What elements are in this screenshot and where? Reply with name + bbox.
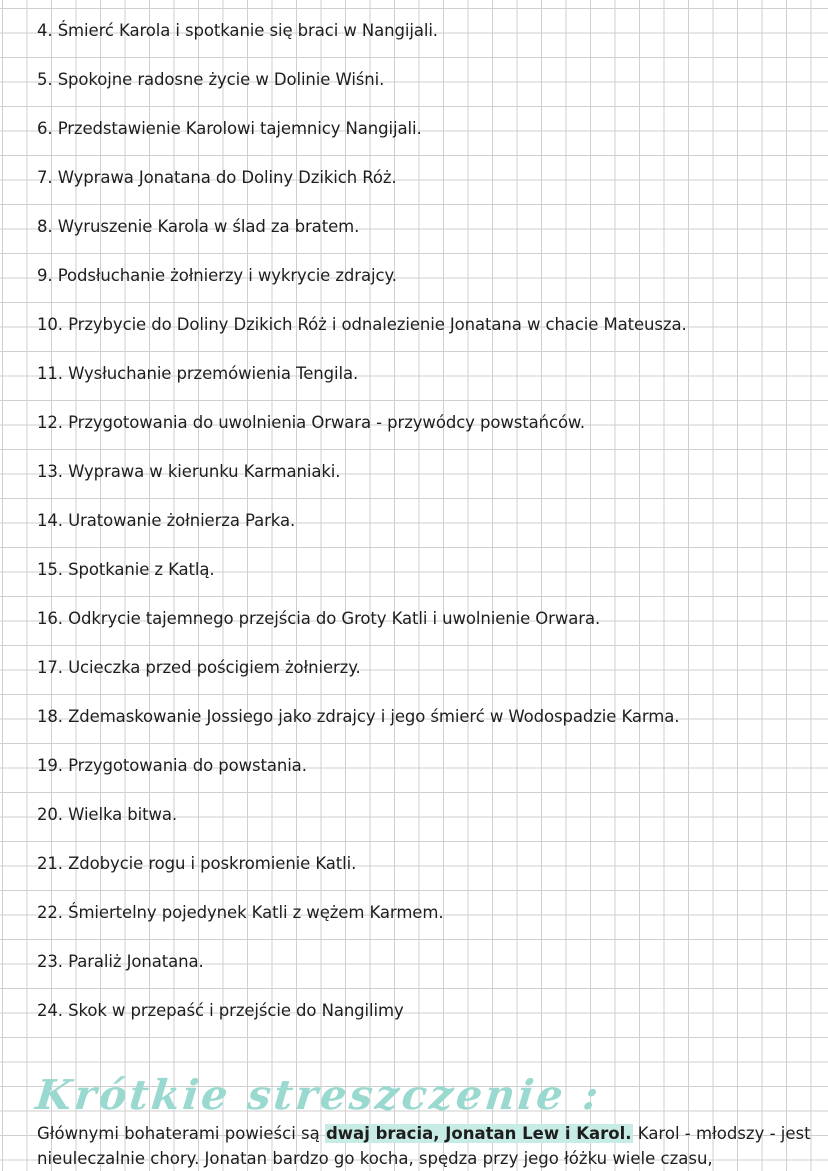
plan-item: 4. Śmierć Karola i spotkanie się braci w Nangijali. [37, 21, 438, 40]
plan-item: 11. Wysłuchanie przemówienia Tengila. [37, 364, 359, 383]
plan-item: 9. Podsłuchanie żołnierzy i wykrycie zdrajcy. [37, 266, 397, 285]
summary-line [37, 1121, 811, 1146]
plan-item: 22. Śmiertelny pojedynek Katli z wężem Karmem. [37, 903, 444, 922]
summary-paragraph [37, 1121, 811, 1171]
plan-item: 10. Przybycie do Doliny Dzikich Róż i odnalezienie Jonatana w chacie Mateusza. [37, 315, 687, 334]
plan-item: 12. Przygotowania do uwolnienia Orwara - przywódcy powstańców. [37, 413, 585, 432]
summary-line: nieuleczalnie chory. Jonatan bardzo go kocha, spędza przy jego łóżku wiele czasu, [37, 1149, 713, 1168]
plan-item: 14. Uratowanie żołnierza Parka. [37, 511, 296, 530]
highlighted-phrase: dwaj bracia, Jonatan Lew i Karol. [326, 1124, 632, 1143]
plan-item: 6. Przedstawienie Karolowi tajemnicy Nangijali. [37, 119, 422, 138]
plan-item: 18. Zdemaskowanie Jossiego jako zdrajcy i jego śmierć w Wodospadzie Karma. [37, 707, 680, 726]
plan-item: 21. Zdobycie rogu i poskromienie Katli. [37, 854, 357, 873]
plan-item: 19. Przygotowania do powstania. [37, 756, 307, 775]
plan-item: 17. Ucieczka przed pościgiem żołnierzy. [37, 658, 361, 677]
plan-item: 24. Skok w przepaść i przejście do Nangilimy [37, 1001, 404, 1020]
plan-item: 13. Wyprawa w kierunku Karmaniaki. [37, 462, 341, 481]
summary-text-segment: Karol - młodszy - jest [632, 1124, 811, 1143]
summary-heading: Krótkie streszczenie : [33, 1071, 604, 1119]
plan-item: 23. Paraliż Jonatana. [37, 952, 204, 971]
plan-item: 15. Spotkanie z Katlą. [37, 560, 215, 579]
plan-item: 5. Spokojne radosne życie w Dolinie Wiśni. [37, 70, 385, 89]
plan-item: 8. Wyruszenie Karola w ślad za bratem. [37, 217, 360, 236]
plan-item: 20. Wielka bitwa. [37, 805, 178, 824]
plan-item: 16. Odkrycie tajemnego przejścia do Groty Katli i uwolnienie Orwara. [37, 609, 601, 628]
summary-text-segment: Głównymi bohaterami powieści są [37, 1124, 325, 1143]
plan-list [37, 14, 687, 1043]
plan-item: 7. Wyprawa Jonatana do Doliny Dzikich Róż. [37, 168, 397, 187]
